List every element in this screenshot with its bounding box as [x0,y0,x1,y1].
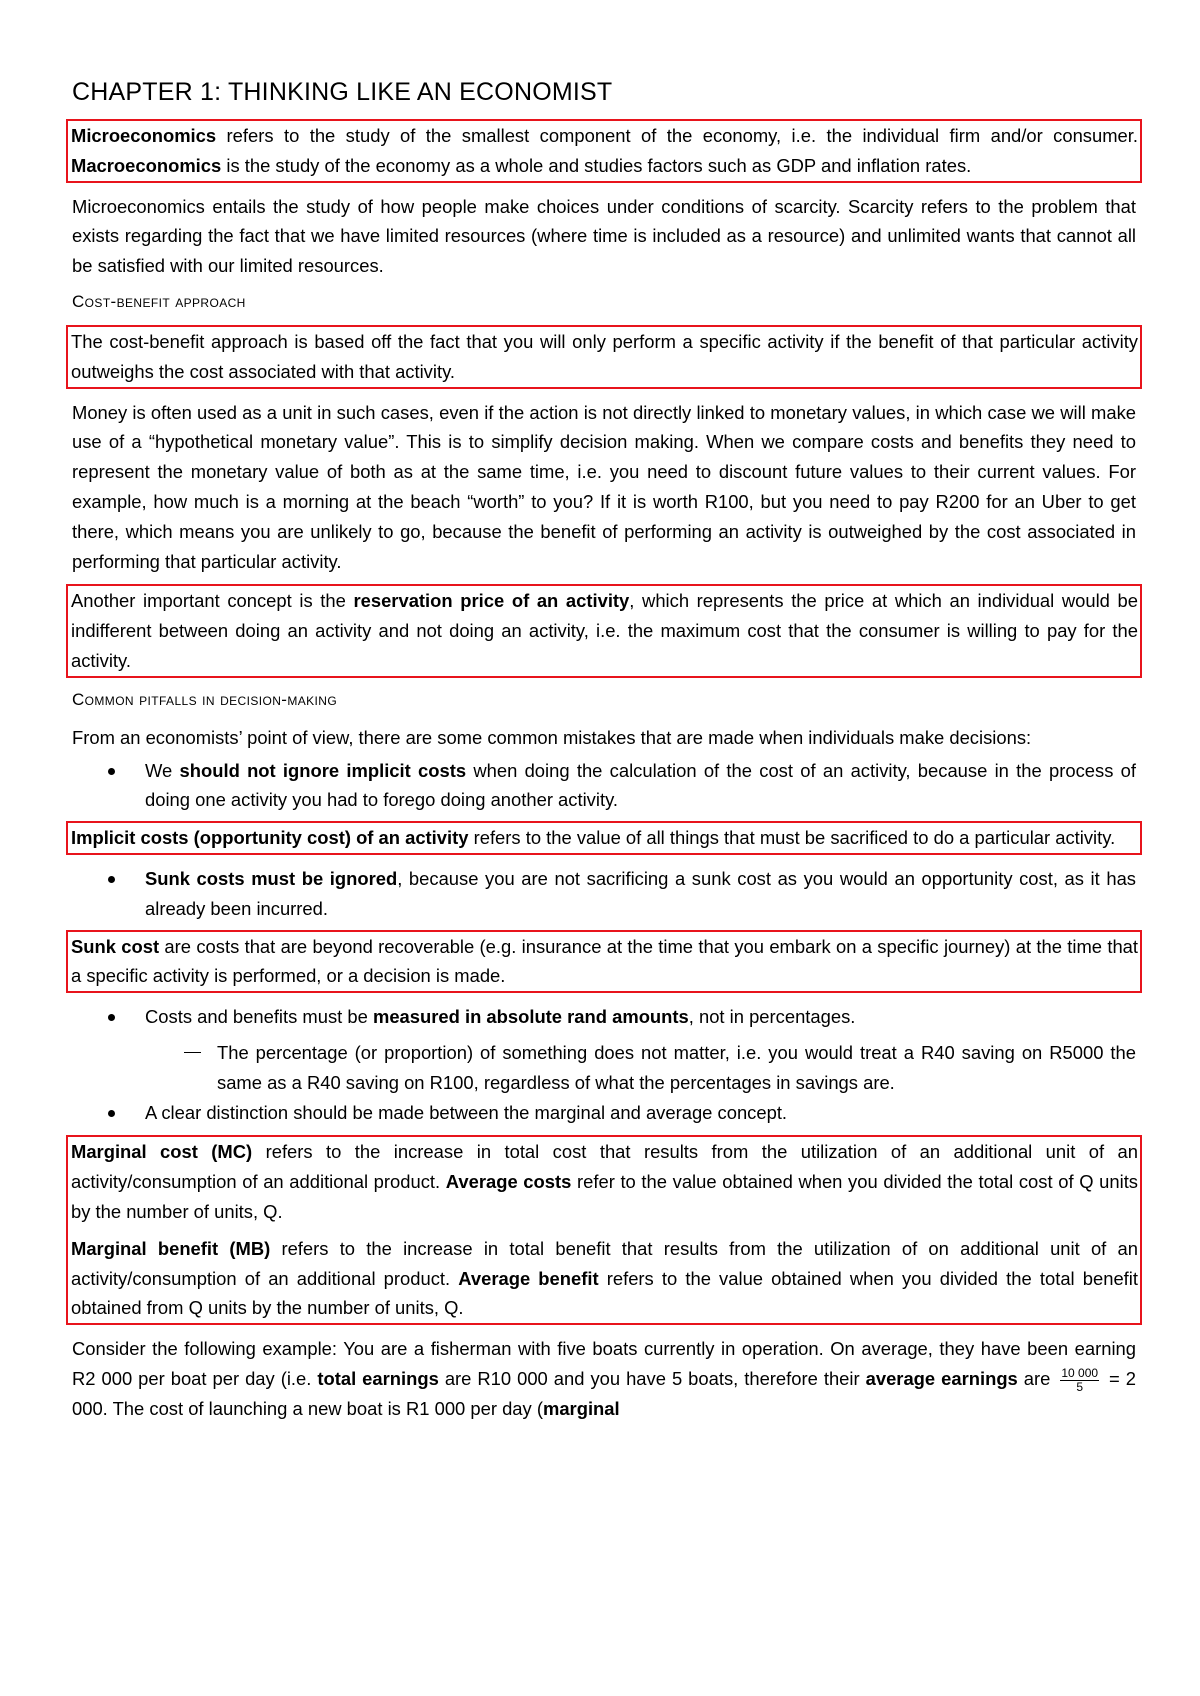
definition-box-marginal [66,1135,1142,1325]
cost-benefit-definition: The cost-benefit approach is based off the fact that you will only perform a specific activity if the benefit of that particular activity outweighs the cost associated with that activity. [71,330,1138,382]
term-sunk-cost: Sunk cost [71,935,160,957]
term-average-benefit: Average benefit [458,1267,599,1289]
term-macroeconomics: Macroeconomics [71,154,222,176]
term-implicit-costs: Implicit costs (opportunity cost) of an activity [71,827,469,849]
definition-box-sunk-cost [66,930,1142,994]
term-marginal-benefit: Marginal benefit (MB) [71,1237,271,1259]
definition-box-cost-benefit [66,325,1142,389]
page-content [71,76,1139,1431]
implicit-costs-definition: Implicit costs (opportunity cost) of an activity refers to the value of all things that must be sacrificed to do a particular activity. [71,827,1116,849]
money-paragraph: Money is often used as a unit in such cases, even if the action is not directly linked to monetary values, in which case we will make use of a “hypothetical monetary value”. This is to simplify decision making. When we compare costs and benefits they need to represent the monetary value of both as at the same time, i.e. you need to discount future values to their current values. For example, how much is a morning at the beach “worth” to you? If it is worth R100, but you need to pay R200 for an Uber to get there, which means you are unlikely to go, because the benefit of performing an activity is outweighed by the cost associated in performing that particular activity. [72,401,1136,572]
fisherman-example-paragraph: Consider the following example: You are a fisherman with five boats currently in operation. On average, they have been earning R2 000 per boat per day (i.e. total earnings are R10 000 and you have 5 boats, therefore their average earnings are $\frac{10 000}{5}$ = 2 000. The cost of launching a new boat is R1 000 per day (marginal [72,1338,1136,1419]
bullet-icon [108,1014,115,1021]
bullet-list [72,1002,1136,1032]
sub-bullet-list [72,1038,1136,1098]
bullet-icon [108,876,115,883]
list-item-implicit-costs: We should not ignore implicit costs when doing the calculation of the cost of an activity, because in the process of doing one activity you had to forego doing another activity. [72,756,1136,816]
dash-icon [184,1052,201,1054]
marginal-benefit-definition: Marginal benefit (MB) refers to the increase in total benefit that results from the utilization of on additional unit of an activity/consumption of an additional product. Average benefit refers to the value obtained when you divided the total benefit obtained from Q units by the number of units, Q. [71,1237,1138,1319]
term-microeconomics: Microeconomics [71,125,217,146]
term-reservation-price: reservation price of an activity [353,590,630,612]
bullet-list [72,756,1136,816]
scarcity-paragraph: Microeconomics entails the study of how people make choices under conditions of scarcity. Scarcity refers to the problem that exists regarding the fact that we have limited resources (where time is included as a resource) and unlimited wants that cannot all be satisfied with our limited resources. [72,195,1136,277]
bullet-icon [108,768,115,775]
bullet-list [72,1098,1136,1128]
section-heading-cost-benefit: Cost-benefit approach [72,291,246,311]
micro-macro-definition: Microeconomics refers to the study of the smallest component of the economy, i.e. the individual firm and/or consumer. Macroeconomics is the study of the economy as a whole and studies factors such as GDP and inflation rates. [71,125,1138,176]
list-item-percentage: The percentage (or proportion) of something does not matter, i.e. you would treat a R40 saving on R5000 the same as a R40 saving on R100, regardless of what the percentages in savings are. [72,1038,1136,1098]
list-item-sunk-costs: Sunk costs must be ignored, because you are not sacrificing a sunk cost as you would an opportunity cost, as it has already been incurred. [72,864,1136,924]
reservation-price-definition: Another important concept is the reservation price of an activity, which represents the price at which an individual would be indifferent between doing an activity and not doing an activity, i.e. the maximum cost that the consumer is willing to pay for the activity. [71,590,1138,671]
section-heading-pitfalls: Common pitfalls in decision-making [72,689,338,709]
definition-box-implicit-costs [66,821,1142,855]
list-item-marginal-average: A clear distinction should be made between the marginal and average concept. [72,1098,1136,1128]
marginal-cost-definition: Marginal cost (MC) refers to the increase in total cost that results from the utilization of an additional unit of an activity/consumption of an additional product. Average costs refer to the value obtained when you divided the total cost of Q units by the number of units, Q. [71,1141,1138,1222]
term-marginal-cost: Marginal cost (MC) [71,1141,253,1163]
definition-box-reservation-price [66,584,1142,677]
fraction: $\frac{10 000}{5}$ [1061,1365,1099,1394]
definition-box-micro-macro [66,119,1142,183]
pitfalls-intro-paragraph: From an economists’ point of view, there are some common mistakes that are made when individuals make decisions: [72,726,1032,748]
list-item-absolute-amounts: Costs and benefits must be measured in absolute rand amounts, not in percentages. [72,1002,1136,1032]
chapter-title: CHAPTER 1: THINKING LIKE AN ECONOMIST [72,78,613,106]
term-average-costs: Average costs [445,1171,572,1193]
bullet-list [72,864,1136,924]
bullet-icon [108,1110,115,1117]
sunk-cost-definition: Sunk cost are costs that are beyond recoverable (e.g. insurance at the time that you embark on a specific journey) at the time that a specific activity is performed, or a decision is made. [71,935,1139,987]
